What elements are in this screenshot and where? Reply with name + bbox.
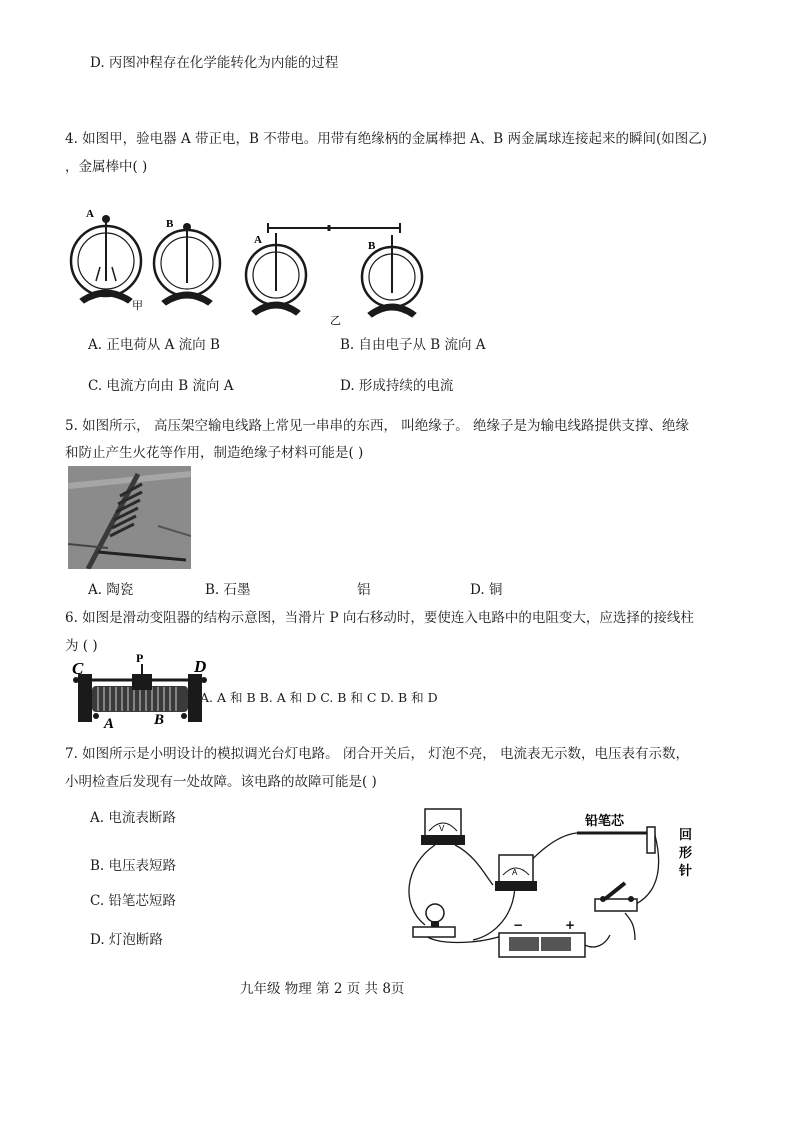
pencil-lead bbox=[577, 827, 655, 853]
q5-stem-line2: 和防止产生火花等作用，制造绝缘子材料可能是( ) bbox=[65, 445, 364, 461]
label-d: D bbox=[194, 657, 207, 676]
q7-option-b: B. 电压表短路 bbox=[90, 858, 177, 874]
label-yi: 乙 bbox=[330, 314, 341, 327]
label-a-jia: A bbox=[86, 208, 94, 220]
q7-option-c: C. 铅笔芯短路 bbox=[90, 893, 176, 909]
label-b-yi: B bbox=[368, 240, 376, 252]
q4-stem-line1: 4. 如图甲，验电器 A 带正电，B 不带电。用带有绝缘柄的金属棒把 A、B 两金属球连接起来的瞬间(如图乙) bbox=[65, 131, 708, 147]
rheostat-figure bbox=[68, 650, 214, 730]
electroscope-a-jia bbox=[71, 219, 141, 303]
q6-options: A. A 和 B B. A 和 D C. B 和 C D. B 和 D bbox=[200, 690, 438, 705]
q7-stem-line1: 7. 如图所示是小明设计的模拟调光台灯电路。 闭合开关后， 灯泡不亮， 电流表无示数，电压表有示数， bbox=[65, 746, 690, 762]
label-b-jia: B bbox=[166, 218, 174, 230]
q4-option-b: B. 自由电子从 B 流向 A bbox=[340, 337, 486, 353]
label-clip-3: 针 bbox=[679, 864, 693, 879]
page-footer: 九年级 物理 第 2 页 共 8页 bbox=[240, 981, 405, 997]
electroscope-b-jia bbox=[154, 227, 220, 305]
label-jia: 甲 bbox=[132, 299, 143, 312]
label-minus: − bbox=[513, 918, 524, 932]
insulator-photo bbox=[68, 466, 191, 569]
voltmeter-symbol: V bbox=[439, 824, 445, 833]
circuit-figure bbox=[395, 795, 710, 965]
q4-option-a: A. 正电荷从 A 流向 B bbox=[88, 337, 220, 353]
q5-option-d: D. 铜 bbox=[470, 582, 503, 598]
battery-holder bbox=[499, 933, 585, 957]
q4-stem-line2: ，金属棒中( ) bbox=[65, 159, 148, 175]
label-clip-2: 形 bbox=[679, 846, 693, 861]
q6-stem-line1: 6. 如图是滑动变阻器的结构示意图，当滑片 P 向右移动时，要使连入电路中的电阻变大，应选择的接线柱 bbox=[65, 610, 694, 626]
q7-option-a: A. 电流表断路 bbox=[90, 810, 176, 826]
electroscope-figure bbox=[62, 205, 442, 327]
q7-option-d: D. 灯泡断路 bbox=[90, 932, 163, 948]
q6-stem-line2: 为 ( ) bbox=[65, 638, 98, 654]
switch bbox=[595, 883, 637, 911]
voltmeter bbox=[421, 809, 465, 845]
label-pencil-lead: 铅笔芯 bbox=[585, 814, 625, 829]
label-a: A bbox=[104, 716, 115, 730]
q3-option-d: D. 丙图冲程存在化学能转化为内能的过程 bbox=[90, 55, 339, 71]
q5-option-c: 铝 bbox=[357, 582, 371, 598]
q5-option-b: B. 石墨 bbox=[205, 582, 251, 598]
ammeter-symbol: A bbox=[512, 868, 518, 877]
electroscopes-yi bbox=[246, 223, 422, 317]
q5-stem-line1: 5. 如图所示， 高压架空输电线路上常见一串串的东西， 叫绝缘子。 绝缘子是为输电线路提供支撑、绝缘 bbox=[65, 418, 690, 434]
q4-option-c: C. 电流方向由 B 流向 A bbox=[88, 378, 234, 394]
label-b: B bbox=[154, 712, 165, 728]
ammeter bbox=[495, 855, 537, 891]
label-clip-1: 回 bbox=[679, 828, 693, 843]
label-a-yi: A bbox=[254, 234, 262, 246]
label-p: P bbox=[136, 651, 144, 665]
q5-option-a: A. 陶瓷 bbox=[88, 582, 134, 598]
q4-option-d: D. 形成持续的电流 bbox=[340, 378, 454, 394]
q7-stem-line2: 小明检查后发现有一处故障。该电路的故障可能是( ) bbox=[65, 774, 377, 790]
label-plus: + bbox=[565, 918, 576, 932]
label-c: C bbox=[72, 659, 84, 678]
